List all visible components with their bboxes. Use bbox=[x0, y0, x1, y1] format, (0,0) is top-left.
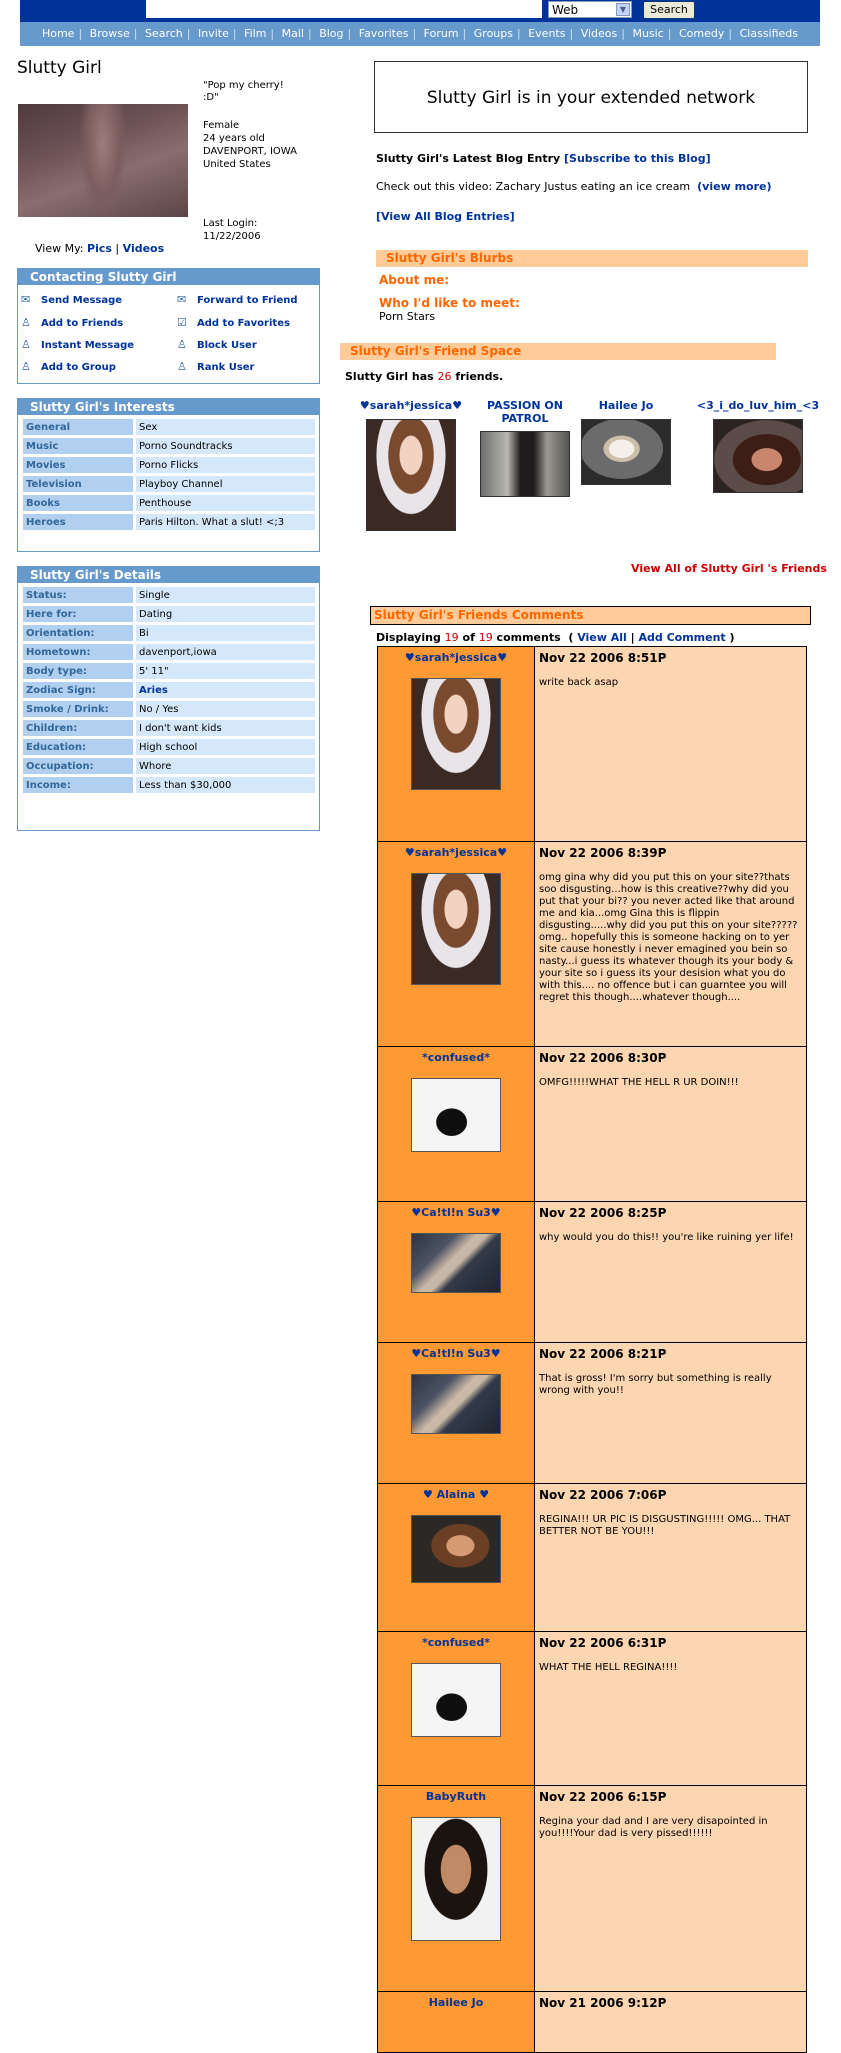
friend-name[interactable]: <3_i_do_luv_him_<3 bbox=[696, 399, 820, 412]
comments-summary: Displaying 19 of 19 comments ( View All | Add Comment ) bbox=[376, 631, 735, 644]
comment-author[interactable]: Hailee Jo bbox=[428, 1996, 484, 2009]
detail-row: Orientation: Bi bbox=[23, 625, 315, 641]
comment-author-photo[interactable] bbox=[411, 1515, 501, 1583]
nav-bar: Home | Browse | Search | Invite | Film | Mail | Blog | Favorites | Forum | Groups | Events | Videos | Music | Comedy | Classifieds bbox=[20, 22, 820, 46]
detail-row: Body type: 5' 11" bbox=[23, 663, 315, 679]
friend-photo[interactable] bbox=[480, 431, 570, 497]
view-all-blog-link[interactable]: [View All Blog Entries] bbox=[376, 210, 515, 223]
comment-author-photo[interactable] bbox=[411, 1233, 501, 1293]
interest-row: Heroes Paris Hilton. What a slut! <;3 bbox=[23, 514, 315, 530]
interest-row: Music Porno Soundtracks bbox=[23, 438, 315, 454]
comment-text: why would you do this!! you're like ruining yer life! bbox=[539, 1232, 794, 1243]
profile-gender: Female bbox=[203, 120, 240, 131]
friend-name[interactable]: Hailee Jo bbox=[598, 399, 654, 412]
who-to-meet-label: Who I'd like to meet: bbox=[379, 296, 520, 310]
add-friend-icon: ♙ bbox=[21, 316, 31, 329]
comment-text: REGINA!!! UR PIC IS DISGUSTING!!!!! OMG... THAT BETTER NOT BE YOU!!! bbox=[539, 1514, 791, 1537]
add-to-favorites-button[interactable]: ☑ Add to Favorites bbox=[177, 316, 290, 329]
pics-link[interactable]: Pics bbox=[87, 242, 112, 255]
nav-comedy[interactable]: Comedy bbox=[679, 27, 725, 40]
comment-row bbox=[378, 1786, 806, 1992]
comment-author[interactable]: ♥sarah*jessica♥ bbox=[404, 846, 508, 859]
group-icon: ♙ bbox=[21, 360, 31, 373]
profile-age: 24 years old bbox=[203, 133, 265, 144]
blog-entry-text: Check out this video: Zachary Justus eating an ice cream bbox=[376, 180, 691, 193]
instant-message-button[interactable]: ♙ Instant Message bbox=[21, 338, 135, 351]
comment-author[interactable]: ♥sarah*jessica♥ bbox=[404, 651, 508, 664]
comment-text: Regina your dad and I are very disapointed in you!!!!Your dad is very pissed!!!!!! bbox=[539, 1816, 768, 1839]
nav-forum[interactable]: Forum bbox=[423, 27, 459, 40]
comments-table bbox=[377, 646, 807, 2053]
details-box bbox=[17, 566, 320, 831]
nav-browse[interactable]: Browse bbox=[89, 27, 130, 40]
nav-favorites[interactable]: Favorites bbox=[358, 27, 409, 40]
friend-card[interactable] bbox=[470, 399, 580, 497]
blurbs-title: Slutty Girl's Blurbs bbox=[376, 250, 808, 267]
comment-text: write back asap bbox=[539, 677, 619, 688]
search-button[interactable]: Search bbox=[643, 1, 695, 19]
friend-card[interactable] bbox=[578, 399, 674, 485]
comment-date: Nov 22 2006 8:21P bbox=[539, 1347, 667, 1361]
comment-author-photo[interactable] bbox=[411, 1663, 501, 1737]
nav-music[interactable]: Music bbox=[632, 27, 664, 40]
comment-row bbox=[378, 1202, 806, 1343]
send-message-button[interactable]: ✉ Send Message bbox=[21, 293, 123, 306]
view-my: View My: Pics | Videos bbox=[35, 242, 165, 255]
comment-date: Nov 22 2006 8:25P bbox=[539, 1206, 667, 1220]
comment-author-photo[interactable] bbox=[411, 1078, 501, 1152]
friend-card[interactable] bbox=[352, 399, 470, 531]
comment-text: WHAT THE HELL REGINA!!!! bbox=[539, 1662, 678, 1673]
friend-count-number: 26 bbox=[437, 370, 452, 383]
about-me-label: About me: bbox=[379, 273, 450, 287]
search-input[interactable] bbox=[146, 0, 542, 18]
profile-photo[interactable] bbox=[18, 104, 188, 217]
comment-row bbox=[378, 1632, 806, 1786]
comment-row bbox=[378, 1484, 806, 1632]
block-user-button[interactable]: ♙ Block User bbox=[177, 338, 257, 351]
detail-row: Occupation: Whore bbox=[23, 758, 315, 774]
comment-author[interactable]: *confused* bbox=[422, 1636, 490, 1649]
who-to-meet-text: Porn Stars bbox=[379, 310, 436, 323]
interest-row: General Sex bbox=[23, 419, 315, 435]
interests-table bbox=[20, 416, 318, 533]
view-all-blog-link-wrap bbox=[376, 210, 515, 223]
friend-count: Slutty Girl has 26 friends. bbox=[345, 370, 504, 383]
friend-card[interactable] bbox=[684, 399, 832, 493]
view-all-comments-link[interactable]: View All bbox=[577, 631, 627, 644]
nav-blog[interactable]: Blog bbox=[319, 27, 344, 40]
comment-row bbox=[378, 842, 806, 1047]
comment-row bbox=[378, 1343, 806, 1484]
interest-row: Books Penthouse bbox=[23, 495, 315, 511]
envelope-icon: ✉ bbox=[21, 293, 31, 306]
comment-date: Nov 22 2006 8:39P bbox=[539, 846, 667, 860]
view-my-label: View My: bbox=[35, 242, 84, 255]
nav-search[interactable]: Search bbox=[144, 27, 183, 40]
detail-row: Education: High school bbox=[23, 739, 315, 755]
comment-author-photo[interactable] bbox=[411, 678, 501, 790]
friend-name[interactable]: PASSION ON PATROL bbox=[487, 399, 563, 425]
interests-box bbox=[17, 398, 320, 552]
comment-author-photo[interactable] bbox=[411, 873, 501, 985]
profile-country: United States bbox=[203, 159, 271, 170]
comment-row bbox=[378, 1047, 806, 1202]
comment-author[interactable]: ♥ Alaina ♥ bbox=[422, 1488, 490, 1501]
profile-headline: "Pop my cherry! :D" bbox=[203, 80, 284, 103]
favorites-icon: ☑ bbox=[177, 316, 187, 329]
forward-to-friend-button[interactable]: ✉ Forward to Friend bbox=[177, 293, 298, 306]
im-icon: ♙ bbox=[21, 338, 31, 351]
nav-home[interactable]: Home bbox=[41, 27, 75, 40]
comment-row bbox=[378, 647, 806, 842]
view-all-friends-link[interactable]: View All of Slutty Girl 's Friends bbox=[631, 562, 827, 575]
blog-entry bbox=[376, 180, 772, 193]
forward-icon: ✉ bbox=[177, 293, 187, 306]
nav-mail[interactable]: Mail bbox=[281, 27, 304, 40]
friend-photo[interactable] bbox=[581, 419, 671, 485]
profile-info bbox=[203, 119, 323, 171]
profile-location: DAVENPORT, IOWA bbox=[203, 146, 297, 157]
detail-row: Children: I don't want kids bbox=[23, 720, 315, 736]
contact-box-title: Contacting Slutty Girl bbox=[18, 269, 319, 285]
add-to-friends-button[interactable]: ♙ Add to Friends bbox=[21, 316, 124, 329]
comments-title: Slutty Girl's Friends Comments bbox=[370, 606, 811, 625]
contact-box bbox=[17, 268, 320, 384]
profile-name: Slutty Girl bbox=[17, 58, 102, 78]
comment-text: OMFG!!!!!WHAT THE HELL R UR DOIN!!! bbox=[539, 1077, 739, 1088]
comment-text: That is gross! I'm sorry but something is really wrong with you!! bbox=[539, 1373, 772, 1396]
comment-date: Nov 22 2006 7:06P bbox=[539, 1488, 667, 1502]
comment-author-photo[interactable] bbox=[411, 1374, 501, 1434]
rank-icon: ♙ bbox=[177, 360, 187, 373]
detail-row: Zodiac Sign: Aries bbox=[23, 682, 315, 698]
friend-name[interactable]: ♥sarah*jessica♥ bbox=[359, 399, 463, 412]
zodiac-link[interactable]: Aries bbox=[136, 682, 315, 698]
extended-network-box: Slutty Girl is in your extended network bbox=[374, 61, 808, 133]
comment-date: Nov 22 2006 8:51P bbox=[539, 651, 667, 665]
subscribe-blog-link[interactable]: [Subscribe to this Blog] bbox=[564, 152, 711, 165]
comment-date: Nov 22 2006 8:30P bbox=[539, 1051, 667, 1065]
comment-text: omg gina why did you put this on your site??thats soo disgusting...how is this creative??why did you put that your bi?? you never acted like that around me and kia...omg Gina this is flippin disgusting.....why did you put this on your site?????omg.. hopefully this is someone hacking on to yer site cause honestly i never emagined you bein so nasty...i guess its whatever though its your body & your site so i guess its your desision what you do with this.... no offence but i can guarntee you will regret this though....whatever though.... bbox=[539, 872, 798, 1003]
videos-link[interactable]: Videos bbox=[122, 242, 165, 255]
detail-row: Smoke / Drink: No / Yes bbox=[23, 701, 315, 717]
comment-row bbox=[378, 1992, 806, 2052]
nav-film[interactable]: Film bbox=[244, 27, 267, 40]
comment-author[interactable]: BabyRuth bbox=[425, 1790, 487, 1803]
search-type-value: Web bbox=[552, 3, 579, 17]
blog-title: Slutty Girl's Latest Blog Entry [Subscribe to this Blog] bbox=[376, 152, 711, 165]
detail-row: Hometown: davenport,iowa bbox=[23, 644, 315, 660]
nav-groups[interactable]: Groups bbox=[473, 27, 513, 40]
friend-photo[interactable] bbox=[713, 419, 803, 493]
view-more-link[interactable]: (view more) bbox=[697, 180, 772, 193]
comment-author[interactable]: ♥Ca!tl!n Su3♥ bbox=[411, 1347, 501, 1360]
interest-row: Movies Porno Flicks bbox=[23, 457, 315, 473]
comment-author[interactable]: *confused* bbox=[422, 1051, 490, 1064]
details-box-title: Slutty Girl's Details bbox=[18, 567, 319, 583]
comment-date: Nov 22 2006 6:15P bbox=[539, 1790, 667, 1804]
last-login: Last Login: 11/22/2006 bbox=[203, 218, 261, 242]
detail-row: Income: Less than $30,000 bbox=[23, 777, 315, 793]
friend-photo[interactable] bbox=[366, 419, 456, 531]
detail-row: Here for: Dating bbox=[23, 606, 315, 622]
friend-space-title: Slutty Girl's Friend Space bbox=[340, 343, 776, 360]
nav-videos[interactable]: Videos bbox=[580, 27, 618, 40]
detail-row: Status: Single bbox=[23, 587, 315, 603]
add-to-group-button[interactable]: ♙ Add to Group bbox=[21, 360, 116, 373]
interests-box-title: Slutty Girl's Interests bbox=[18, 399, 319, 415]
comment-author[interactable]: ♥Ca!tl!n Su3♥ bbox=[411, 1206, 501, 1219]
chevron-down-icon[interactable]: ▼ bbox=[616, 3, 630, 16]
rank-user-button[interactable]: ♙ Rank User bbox=[177, 360, 255, 373]
add-comment-link[interactable]: Add Comment bbox=[638, 631, 726, 644]
details-table bbox=[20, 584, 318, 796]
search-type-select[interactable] bbox=[548, 1, 632, 18]
comment-date: Nov 22 2006 6:31P bbox=[539, 1636, 667, 1650]
block-icon: ♙ bbox=[177, 338, 187, 351]
comment-author-photo[interactable] bbox=[411, 1817, 501, 1941]
nav-events[interactable]: Events bbox=[528, 27, 566, 40]
comment-date: Nov 21 2006 9:12P bbox=[539, 1996, 667, 2010]
nav-classifieds[interactable]: Classifieds bbox=[739, 27, 799, 40]
nav-invite[interactable]: Invite bbox=[197, 27, 229, 40]
interest-row: Television Playboy Channel bbox=[23, 476, 315, 492]
